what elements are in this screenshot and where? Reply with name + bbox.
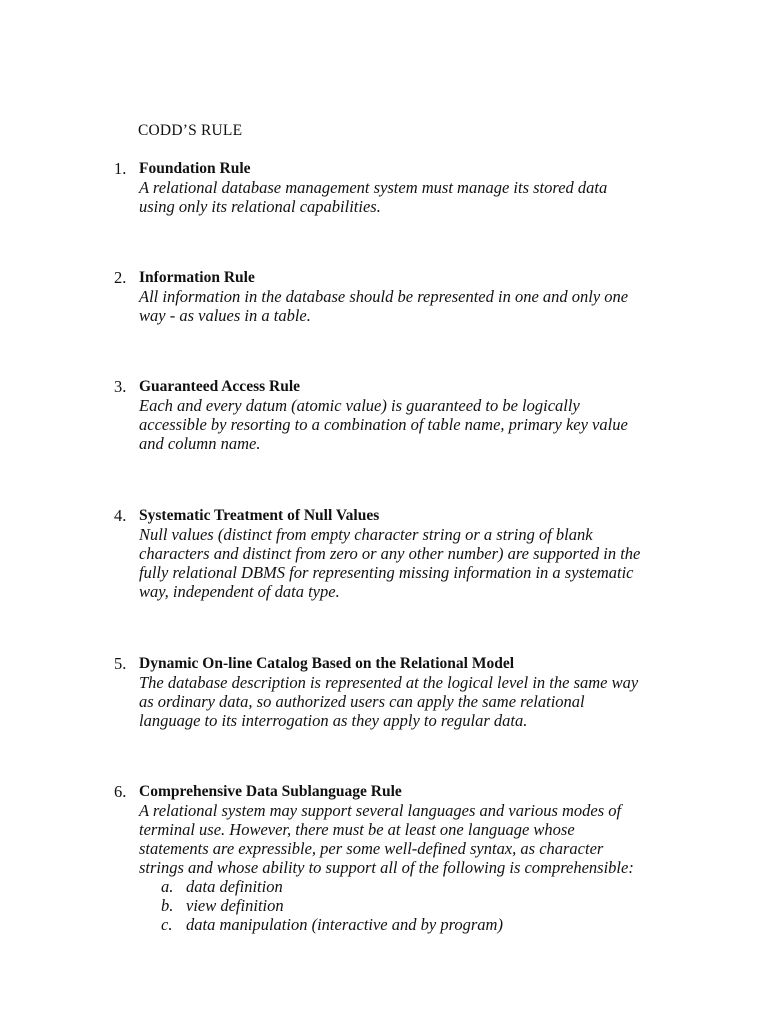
rule-description-line: using only its relational capabilities. <box>139 197 381 216</box>
rule-number: 2. <box>114 268 127 287</box>
rule-body <box>139 782 714 934</box>
rule-description <box>139 287 714 325</box>
sublist-marker: b. <box>161 896 174 915</box>
rule-description-line: as ordinary data, so authorized users can apply the same relational <box>139 692 585 711</box>
rule-description-line: characters and distinct from zero or any other number) are supported in the <box>139 544 641 563</box>
rule-title: Guaranteed Access Rule <box>139 378 301 395</box>
rule-description <box>139 178 714 216</box>
rule-title: Comprehensive Data Sublanguage Rule <box>139 783 402 800</box>
rule-number: 1. <box>114 159 127 178</box>
rule-description-line: accessible by resorting to a combination of table name, primary key value <box>139 415 628 434</box>
rule-body <box>139 506 714 601</box>
rule-description-line: way, independent of data type. <box>139 582 340 601</box>
rule-description-line: statements are expressible, per some well-defined syntax, as character <box>139 839 604 858</box>
rule-description-line: and column name. <box>139 434 261 453</box>
rule-title: Information Rule <box>139 269 255 286</box>
rule-description-line: terminal use. However, there must be at least one language whose <box>139 820 575 839</box>
rule-description-line: A relational system may support several languages and various modes of <box>139 801 622 820</box>
rule-title: Foundation Rule <box>139 160 251 177</box>
rule-description-line: Each and every datum (atomic value) is guaranteed to be logically <box>139 396 580 415</box>
rule-description-line: The database description is represented at the logical level in the same way <box>139 673 639 692</box>
rule-description <box>139 396 714 453</box>
rule-description <box>139 801 714 877</box>
rule-description-line: fully relational DBMS for representing missing information in a systematic <box>139 563 634 582</box>
sublist-marker: c. <box>161 915 173 934</box>
document-title: CODD’S RULE <box>138 122 243 139</box>
sublist-marker: a. <box>161 877 174 896</box>
rule-title: Dynamic On-line Catalog Based on the Relational Model <box>139 655 515 672</box>
rule-description-line: Null values (distinct from empty character string or a string of blank <box>139 525 593 544</box>
rule-body <box>139 377 714 453</box>
sublist-text: data definition <box>186 877 283 896</box>
rule-description-line: way - as values in a table. <box>139 306 311 325</box>
rule-description <box>139 673 714 730</box>
rule-number: 6. <box>114 782 127 801</box>
rule-number: 4. <box>114 506 127 525</box>
rule-sublist <box>139 877 714 934</box>
rule-body <box>139 268 714 325</box>
rule-title: Systematic Treatment of Null Values <box>139 507 380 524</box>
rule-description-line: All information in the database should be represented in one and only one <box>139 287 629 306</box>
rule-description-line: A relational database management system must manage its stored data <box>139 178 608 197</box>
sublist-item <box>139 877 714 896</box>
rule-number: 5. <box>114 654 127 673</box>
rule-body <box>139 654 714 730</box>
rule-description-line: strings and whose ability to support all of the following is comprehensible: <box>139 858 634 877</box>
sublist-text: view definition <box>186 896 284 915</box>
rule-description-line: language to its interrogation as they apply to regular data. <box>139 711 528 730</box>
rule-description <box>139 525 714 601</box>
sublist-item <box>139 896 714 915</box>
sublist-item <box>139 915 714 934</box>
sublist-text: data manipulation (interactive and by program) <box>186 915 503 934</box>
rule-body <box>139 159 714 216</box>
rule-number: 3. <box>114 377 127 396</box>
